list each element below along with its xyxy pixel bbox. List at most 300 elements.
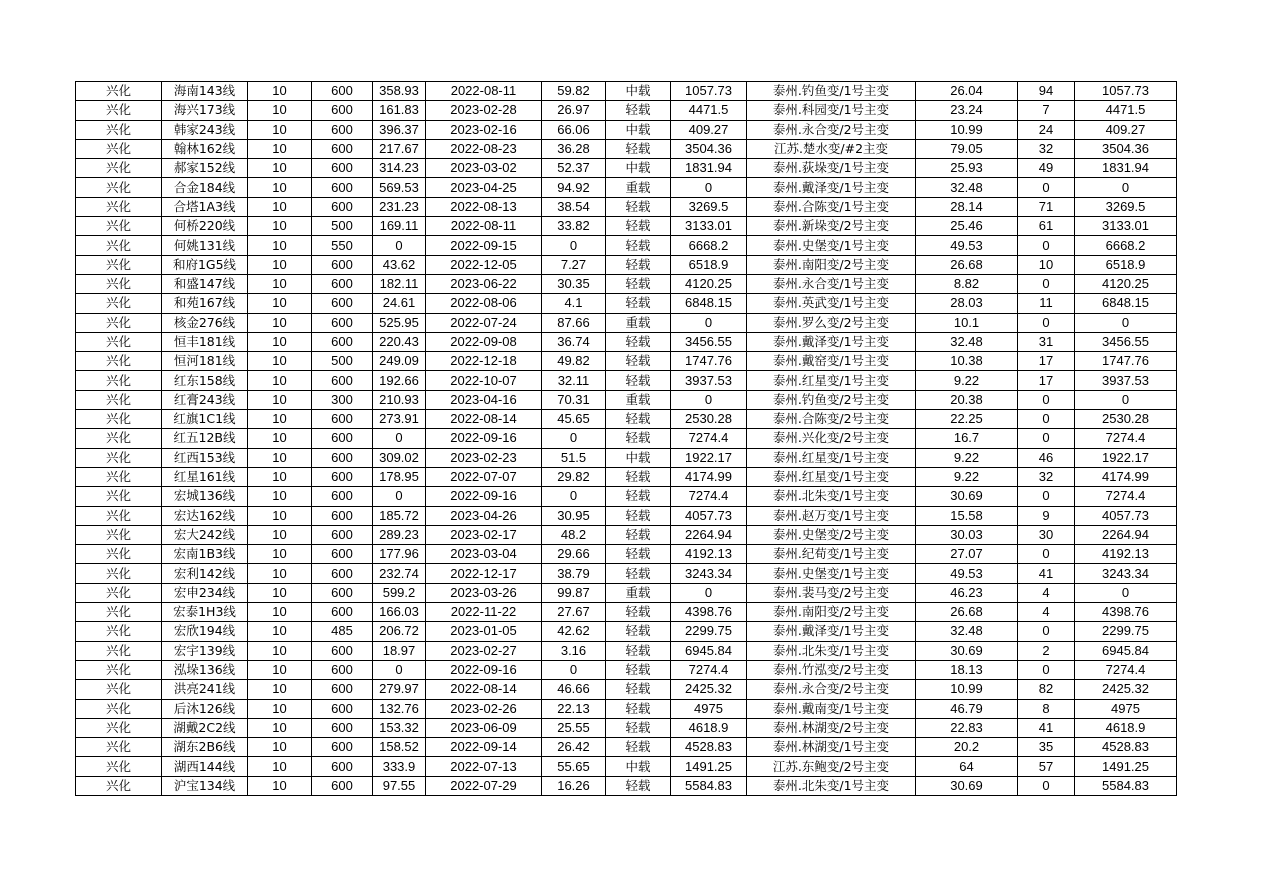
voltage-cell: 10 <box>248 197 312 216</box>
transformer-cell: 泰州.红星变/1号主变 <box>747 467 916 486</box>
date-cell: 2022-09-15 <box>426 236 542 255</box>
date-cell: 2022-08-06 <box>426 294 542 313</box>
available-capacity-cell: 0 <box>671 390 747 409</box>
table-row <box>76 82 1177 101</box>
remaining-capacity-cell: 0 <box>1075 583 1177 602</box>
transformer-cell: 泰州.科园变/1号主变 <box>747 101 916 120</box>
count-cell: 4 <box>1018 583 1075 602</box>
transformer-cell: 泰州.史堡变/2号主变 <box>747 525 916 544</box>
load-cell: 178.95 <box>373 467 426 486</box>
table-row <box>76 120 1177 139</box>
load-cell: 358.93 <box>373 82 426 101</box>
load-cell: 0 <box>373 660 426 679</box>
table-row <box>76 718 1177 737</box>
remaining-capacity-cell: 4975 <box>1075 699 1177 718</box>
load-status-cell: 重载 <box>606 313 671 332</box>
table-row <box>76 159 1177 178</box>
load-status-cell: 轻载 <box>606 467 671 486</box>
capacity-cell: 600 <box>312 506 373 525</box>
available-capacity-cell: 4618.9 <box>671 718 747 737</box>
load-rate-cell: 32.11 <box>542 371 606 390</box>
load-cell: 192.66 <box>373 371 426 390</box>
count-cell: 0 <box>1018 429 1075 448</box>
remaining-capacity-cell: 3269.5 <box>1075 197 1177 216</box>
date-cell: 2023-02-23 <box>426 448 542 467</box>
capacity-cell: 600 <box>312 139 373 158</box>
voltage-cell: 10 <box>248 525 312 544</box>
region-cell: 兴化 <box>76 82 162 101</box>
region-cell: 兴化 <box>76 680 162 699</box>
remaining-capacity-cell: 409.27 <box>1075 120 1177 139</box>
capacity-cell: 600 <box>312 718 373 737</box>
load-cell: 0 <box>373 429 426 448</box>
capacity-cell: 600 <box>312 641 373 660</box>
remaining-capacity-cell: 0 <box>1075 390 1177 409</box>
available-capacity-cell: 4192.13 <box>671 545 747 564</box>
date-cell: 2022-09-08 <box>426 332 542 351</box>
load-cell: 525.95 <box>373 313 426 332</box>
available-capacity-cell: 1491.25 <box>671 757 747 776</box>
transformer-cell: 泰州.戴南变/1号主变 <box>747 699 916 718</box>
line-name-cell: 海兴173线 <box>162 101 248 120</box>
voltage-cell: 10 <box>248 680 312 699</box>
count-cell: 8 <box>1018 699 1075 718</box>
table-row <box>76 583 1177 602</box>
region-cell: 兴化 <box>76 506 162 525</box>
line-name-cell: 海南143线 <box>162 82 248 101</box>
available-capacity-cell: 2425.32 <box>671 680 747 699</box>
voltage-cell: 10 <box>248 564 312 583</box>
voltage-cell: 10 <box>248 313 312 332</box>
remaining-capacity-cell: 7274.4 <box>1075 429 1177 448</box>
count-cell: 41 <box>1018 564 1075 583</box>
line-name-cell: 后沐126线 <box>162 699 248 718</box>
voltage-cell: 10 <box>248 545 312 564</box>
count-cell: 0 <box>1018 236 1075 255</box>
table-row <box>76 236 1177 255</box>
available-capacity-cell: 2299.75 <box>671 622 747 641</box>
remaining-capacity-cell: 2530.28 <box>1075 410 1177 429</box>
capacity-cell: 600 <box>312 603 373 622</box>
load-rate-cell: 46.66 <box>542 680 606 699</box>
date-cell: 2022-07-13 <box>426 757 542 776</box>
load-status-cell: 轻载 <box>606 564 671 583</box>
voltage-cell: 10 <box>248 718 312 737</box>
load-status-cell: 轻载 <box>606 525 671 544</box>
table-row <box>76 390 1177 409</box>
table-row <box>76 178 1177 197</box>
load-rate-cell: 45.65 <box>542 410 606 429</box>
date-cell: 2022-09-16 <box>426 429 542 448</box>
transformer-cell: 泰州.合陈变/1号主变 <box>747 197 916 216</box>
line-name-cell: 洪亮241线 <box>162 680 248 699</box>
date-cell: 2022-12-05 <box>426 255 542 274</box>
capacity-cell: 600 <box>312 294 373 313</box>
region-cell: 兴化 <box>76 718 162 737</box>
transformer-cell: 泰州.戴泽变/1号主变 <box>747 178 916 197</box>
count-cell: 10 <box>1018 255 1075 274</box>
voltage-cell: 10 <box>248 352 312 371</box>
voltage-cell: 10 <box>248 120 312 139</box>
capacity-cell: 600 <box>312 738 373 757</box>
remaining-capacity-cell: 4120.25 <box>1075 274 1177 293</box>
load-rate-cell: 36.74 <box>542 332 606 351</box>
region-cell: 兴化 <box>76 487 162 506</box>
load-rate-cell: 22.13 <box>542 699 606 718</box>
region-cell: 兴化 <box>76 525 162 544</box>
load-status-cell: 轻载 <box>606 699 671 718</box>
transformer-rate-cell: 30.03 <box>916 525 1018 544</box>
transformer-rate-cell: 20.2 <box>916 738 1018 757</box>
load-rate-cell: 52.37 <box>542 159 606 178</box>
line-name-cell: 宏宇139线 <box>162 641 248 660</box>
line-name-cell: 宏利142线 <box>162 564 248 583</box>
table-row <box>76 294 1177 313</box>
transformer-rate-cell: 30.69 <box>916 776 1018 795</box>
table-row <box>76 622 1177 641</box>
capacity-cell: 600 <box>312 120 373 139</box>
line-name-cell: 宏申234线 <box>162 583 248 602</box>
table-row <box>76 352 1177 371</box>
load-cell: 97.55 <box>373 776 426 795</box>
load-status-cell: 轻载 <box>606 371 671 390</box>
region-cell: 兴化 <box>76 660 162 679</box>
table-row <box>76 255 1177 274</box>
transformer-cell: 泰州.裴马变/2号主变 <box>747 583 916 602</box>
table-row <box>76 313 1177 332</box>
region-cell: 兴化 <box>76 313 162 332</box>
load-cell: 43.62 <box>373 255 426 274</box>
load-cell: 0 <box>373 236 426 255</box>
region-cell: 兴化 <box>76 467 162 486</box>
transformer-rate-cell: 10.99 <box>916 680 1018 699</box>
transformer-cell: 泰州.南阳变/2号主变 <box>747 603 916 622</box>
load-status-cell: 轻载 <box>606 506 671 525</box>
date-cell: 2023-04-25 <box>426 178 542 197</box>
remaining-capacity-cell: 2425.32 <box>1075 680 1177 699</box>
line-name-cell: 和府1G5线 <box>162 255 248 274</box>
transformer-cell: 泰州.合陈变/2号主变 <box>747 410 916 429</box>
line-name-cell: 翰林162线 <box>162 139 248 158</box>
region-cell: 兴化 <box>76 159 162 178</box>
load-rate-cell: 4.1 <box>542 294 606 313</box>
available-capacity-cell: 4471.5 <box>671 101 747 120</box>
transformer-rate-cell: 10.38 <box>916 352 1018 371</box>
capacity-cell: 600 <box>312 448 373 467</box>
load-cell: 220.43 <box>373 332 426 351</box>
load-cell: 231.23 <box>373 197 426 216</box>
line-name-cell: 湖戴2C2线 <box>162 718 248 737</box>
table-row <box>76 738 1177 757</box>
transformer-cell: 泰州.戴泽变/1号主变 <box>747 332 916 351</box>
transformer-cell: 泰州.赵万变/1号主变 <box>747 506 916 525</box>
transformer-cell: 泰州.史堡变/1号主变 <box>747 236 916 255</box>
capacity-cell: 600 <box>312 178 373 197</box>
remaining-capacity-cell: 7274.4 <box>1075 487 1177 506</box>
transformer-cell: 泰州.新垛变/2号主变 <box>747 217 916 236</box>
count-cell: 0 <box>1018 660 1075 679</box>
voltage-cell: 10 <box>248 487 312 506</box>
line-name-cell: 和盛147线 <box>162 274 248 293</box>
capacity-cell: 600 <box>312 332 373 351</box>
date-cell: 2022-12-18 <box>426 352 542 371</box>
voltage-cell: 10 <box>248 139 312 158</box>
load-status-cell: 轻载 <box>606 622 671 641</box>
capacity-cell: 600 <box>312 429 373 448</box>
available-capacity-cell: 4398.76 <box>671 603 747 622</box>
date-cell: 2022-08-11 <box>426 82 542 101</box>
line-name-cell: 红旗1C1线 <box>162 410 248 429</box>
available-capacity-cell: 1747.76 <box>671 352 747 371</box>
remaining-capacity-cell: 4174.99 <box>1075 467 1177 486</box>
transformer-rate-cell: 32.48 <box>916 332 1018 351</box>
count-cell: 0 <box>1018 410 1075 429</box>
remaining-capacity-cell: 4398.76 <box>1075 603 1177 622</box>
transformer-cell: 江苏.楚水变/#2主变 <box>747 139 916 158</box>
table-row <box>76 699 1177 718</box>
load-status-cell: 中载 <box>606 120 671 139</box>
voltage-cell: 10 <box>248 410 312 429</box>
region-cell: 兴化 <box>76 255 162 274</box>
load-rate-cell: 25.55 <box>542 718 606 737</box>
region-cell: 兴化 <box>76 448 162 467</box>
voltage-cell: 10 <box>248 506 312 525</box>
load-rate-cell: 36.28 <box>542 139 606 158</box>
count-cell: 30 <box>1018 525 1075 544</box>
date-cell: 2022-12-17 <box>426 564 542 583</box>
table-row <box>76 217 1177 236</box>
voltage-cell: 10 <box>248 699 312 718</box>
line-name-cell: 核金276线 <box>162 313 248 332</box>
table-row <box>76 660 1177 679</box>
table-row <box>76 506 1177 525</box>
line-name-cell: 宏欣194线 <box>162 622 248 641</box>
remaining-capacity-cell: 6518.9 <box>1075 255 1177 274</box>
capacity-cell: 600 <box>312 410 373 429</box>
available-capacity-cell: 0 <box>671 178 747 197</box>
transformer-rate-cell: 9.22 <box>916 371 1018 390</box>
remaining-capacity-cell: 1747.76 <box>1075 352 1177 371</box>
remaining-capacity-cell: 1491.25 <box>1075 757 1177 776</box>
region-cell: 兴化 <box>76 236 162 255</box>
date-cell: 2022-08-11 <box>426 217 542 236</box>
count-cell: 41 <box>1018 718 1075 737</box>
count-cell: 0 <box>1018 178 1075 197</box>
load-rate-cell: 99.87 <box>542 583 606 602</box>
remaining-capacity-cell: 3937.53 <box>1075 371 1177 390</box>
transformer-rate-cell: 79.05 <box>916 139 1018 158</box>
date-cell: 2023-01-05 <box>426 622 542 641</box>
capacity-cell: 600 <box>312 274 373 293</box>
remaining-capacity-cell: 4618.9 <box>1075 718 1177 737</box>
load-cell: 599.2 <box>373 583 426 602</box>
load-status-cell: 轻载 <box>606 718 671 737</box>
load-rate-cell: 30.95 <box>542 506 606 525</box>
count-cell: 0 <box>1018 487 1075 506</box>
remaining-capacity-cell: 0 <box>1075 178 1177 197</box>
table-row <box>76 101 1177 120</box>
load-cell: 18.97 <box>373 641 426 660</box>
region-cell: 兴化 <box>76 410 162 429</box>
voltage-cell: 10 <box>248 82 312 101</box>
capacity-cell: 600 <box>312 255 373 274</box>
transformer-rate-cell: 22.25 <box>916 410 1018 429</box>
date-cell: 2023-02-16 <box>426 120 542 139</box>
table-row <box>76 680 1177 699</box>
capacity-cell: 600 <box>312 776 373 795</box>
load-status-cell: 重载 <box>606 390 671 409</box>
line-name-cell: 宏达162线 <box>162 506 248 525</box>
table-row <box>76 197 1177 216</box>
count-cell: 0 <box>1018 390 1075 409</box>
count-cell: 7 <box>1018 101 1075 120</box>
available-capacity-cell: 3504.36 <box>671 139 747 158</box>
available-capacity-cell: 3133.01 <box>671 217 747 236</box>
load-status-cell: 轻载 <box>606 680 671 699</box>
transformer-rate-cell: 9.22 <box>916 467 1018 486</box>
count-cell: 61 <box>1018 217 1075 236</box>
count-cell: 35 <box>1018 738 1075 757</box>
load-rate-cell: 29.82 <box>542 467 606 486</box>
capacity-cell: 600 <box>312 82 373 101</box>
transformer-cell: 泰州.北朱变/1号主变 <box>747 776 916 795</box>
load-status-cell: 轻载 <box>606 410 671 429</box>
transformer-cell: 江苏.东鲍变/2号主变 <box>747 757 916 776</box>
table-row <box>76 274 1177 293</box>
load-status-cell: 重载 <box>606 178 671 197</box>
voltage-cell: 10 <box>248 641 312 660</box>
transformer-cell: 泰州.罗么变/2号主变 <box>747 313 916 332</box>
region-cell: 兴化 <box>76 294 162 313</box>
remaining-capacity-cell: 6848.15 <box>1075 294 1177 313</box>
load-status-cell: 中载 <box>606 159 671 178</box>
available-capacity-cell: 4057.73 <box>671 506 747 525</box>
load-status-cell: 轻载 <box>606 217 671 236</box>
table-row <box>76 139 1177 158</box>
available-capacity-cell: 3937.53 <box>671 371 747 390</box>
transformer-rate-cell: 25.46 <box>916 217 1018 236</box>
load-rate-cell: 48.2 <box>542 525 606 544</box>
load-status-cell: 轻载 <box>606 738 671 757</box>
transformer-rate-cell: 46.79 <box>916 699 1018 718</box>
date-cell: 2022-07-24 <box>426 313 542 332</box>
region-cell: 兴化 <box>76 757 162 776</box>
transformer-rate-cell: 46.23 <box>916 583 1018 602</box>
count-cell: 32 <box>1018 139 1075 158</box>
line-name-cell: 泓垛136线 <box>162 660 248 679</box>
date-cell: 2022-08-13 <box>426 197 542 216</box>
load-cell: 232.74 <box>373 564 426 583</box>
table-row <box>76 467 1177 486</box>
capacity-cell: 600 <box>312 159 373 178</box>
load-rate-cell: 0 <box>542 487 606 506</box>
count-cell: 46 <box>1018 448 1075 467</box>
remaining-capacity-cell: 0 <box>1075 313 1177 332</box>
capacity-cell: 600 <box>312 467 373 486</box>
load-cell: 153.32 <box>373 718 426 737</box>
date-cell: 2022-07-29 <box>426 776 542 795</box>
load-status-cell: 轻载 <box>606 236 671 255</box>
load-cell: 217.67 <box>373 139 426 158</box>
capacity-cell: 600 <box>312 525 373 544</box>
table-row <box>76 525 1177 544</box>
transformer-cell: 泰州.永合变/1号主变 <box>747 274 916 293</box>
load-cell: 279.97 <box>373 680 426 699</box>
table-row <box>76 487 1177 506</box>
voltage-cell: 10 <box>248 101 312 120</box>
load-status-cell: 轻载 <box>606 429 671 448</box>
transformer-rate-cell: 27.07 <box>916 545 1018 564</box>
capacity-cell: 600 <box>312 564 373 583</box>
remaining-capacity-cell: 4057.73 <box>1075 506 1177 525</box>
load-rate-cell: 0 <box>542 660 606 679</box>
transformer-cell: 泰州.永合变/2号主变 <box>747 680 916 699</box>
capacity-cell: 600 <box>312 583 373 602</box>
load-cell: 206.72 <box>373 622 426 641</box>
region-cell: 兴化 <box>76 545 162 564</box>
load-status-cell: 轻载 <box>606 255 671 274</box>
transformer-cell: 泰州.北朱变/1号主变 <box>747 641 916 660</box>
available-capacity-cell: 4528.83 <box>671 738 747 757</box>
transformer-rate-cell: 23.24 <box>916 101 1018 120</box>
date-cell: 2023-03-02 <box>426 159 542 178</box>
transformer-rate-cell: 15.58 <box>916 506 1018 525</box>
load-rate-cell: 7.27 <box>542 255 606 274</box>
line-name-cell: 宏城136线 <box>162 487 248 506</box>
date-cell: 2022-09-14 <box>426 738 542 757</box>
capacity-cell: 485 <box>312 622 373 641</box>
date-cell: 2023-03-26 <box>426 583 542 602</box>
transformer-rate-cell: 22.83 <box>916 718 1018 737</box>
transformer-cell: 泰州.南阳变/2号主变 <box>747 255 916 274</box>
voltage-cell: 10 <box>248 660 312 679</box>
transformer-rate-cell: 9.22 <box>916 448 1018 467</box>
count-cell: 0 <box>1018 313 1075 332</box>
available-capacity-cell: 4975 <box>671 699 747 718</box>
transformer-cell: 泰州.纪荀变/1号主变 <box>747 545 916 564</box>
table-row <box>76 564 1177 583</box>
load-rate-cell: 3.16 <box>542 641 606 660</box>
load-cell: 273.91 <box>373 410 426 429</box>
region-cell: 兴化 <box>76 274 162 293</box>
transformer-rate-cell: 28.03 <box>916 294 1018 313</box>
transformer-rate-cell: 20.38 <box>916 390 1018 409</box>
available-capacity-cell: 0 <box>671 313 747 332</box>
count-cell: 2 <box>1018 641 1075 660</box>
line-name-cell: 恒丰181线 <box>162 332 248 351</box>
load-cell: 569.53 <box>373 178 426 197</box>
load-rate-cell: 59.82 <box>542 82 606 101</box>
load-rate-cell: 51.5 <box>542 448 606 467</box>
load-rate-cell: 29.66 <box>542 545 606 564</box>
table-row <box>76 332 1177 351</box>
date-cell: 2022-09-16 <box>426 660 542 679</box>
transformer-cell: 泰州.永合变/2号主变 <box>747 120 916 139</box>
count-cell: 31 <box>1018 332 1075 351</box>
load-rate-cell: 33.82 <box>542 217 606 236</box>
table-row <box>76 429 1177 448</box>
count-cell: 4 <box>1018 603 1075 622</box>
transformer-cell: 泰州.戴泽变/1号主变 <box>747 622 916 641</box>
count-cell: 0 <box>1018 776 1075 795</box>
transformer-rate-cell: 64 <box>916 757 1018 776</box>
capacity-cell: 600 <box>312 371 373 390</box>
load-status-cell: 轻载 <box>606 274 671 293</box>
date-cell: 2022-09-16 <box>426 487 542 506</box>
transformer-cell: 泰州.英武变/1号主变 <box>747 294 916 313</box>
available-capacity-cell: 5584.83 <box>671 776 747 795</box>
available-capacity-cell: 6945.84 <box>671 641 747 660</box>
